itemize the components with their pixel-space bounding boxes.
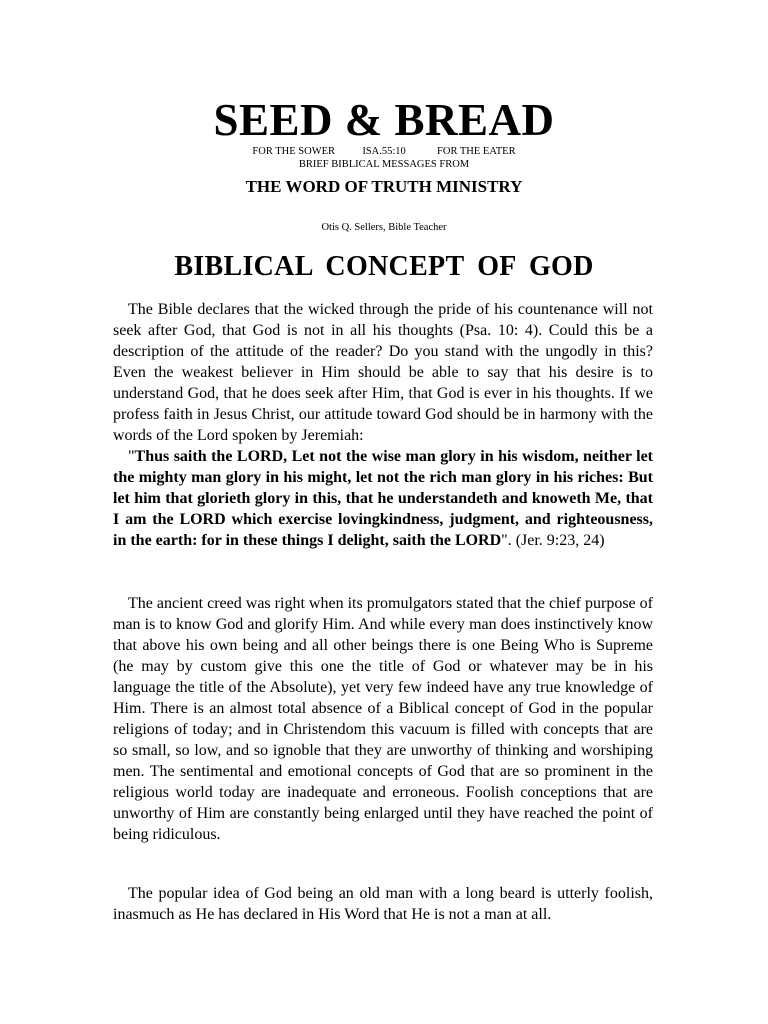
ministry-name: THE WORD OF TRUTH MINISTRY (245, 177, 523, 196)
quote-citation: ". (Jer. 9:23, 24) (501, 532, 605, 549)
paragraph-1-text: The Bible declares that the wicked through the pride of his countenance will not seek after God, that God is not in all his thoughts (Psa. 10: 4). Could this be a description of the attitude of the reader? Do you stand with the ungodly in this? Even the weakest believer in Him should be able to say that his desire is to understand God, that he does seek after Him, that God is ever in his thoughts. If we profess faith in Jesus Christ, our attitude toward God should be in harmony with the words of the Lord spoken by Jeremiah: (113, 301, 653, 444)
scripture-quote (113, 446, 653, 551)
brief-subtitle: BRIEF BIBLICAL MESSAGES FROM (298, 159, 470, 170)
paragraph-2-text: The ancient creed was right when its promulgators stated that the chief purpose of man is to know God and glorify Him. And while every man does instinctively know that above his own being and all other beings there is one Being Who is Supreme (he may by custom give this one the title of God or whatever may be in his language the title of the Absolute), yet very few indeed have any true knowledge of Him. There is an almost total absence of a Biblical concept of God in the popular religions of today; and in Christendom this vacuum is filled with concepts that are so small, so low, and so ignoble that they are unworthy of thinking and worshiping men. The sentimental and emotional concepts of God that are so prominent in the religious world today are inadequate and erroneous. Foolish conceptions that are unworthy of Him are constantly being enlarged until they have reached the point of being ridiculous. (113, 595, 653, 843)
masthead-title: SEED & BREAD (213, 95, 555, 145)
scripture-reference: ISA.55:10 (362, 146, 406, 157)
author-line: Otis Q. Sellers, Bible Teacher (321, 222, 447, 233)
paragraph-3-text: The popular idea of God being an old man with a long beard is utterly foolish, inasmuch as He has declared in His Word that He is not a man at all. (113, 885, 653, 923)
paragraph-3 (113, 883, 653, 925)
masthead-subline (0, 146, 768, 158)
quote-open: " (128, 448, 135, 465)
paragraph-2 (113, 593, 653, 845)
quote-text: Thus saith the LORD, Let not the wise man glory in his wisdom, neither let the mighty man glory in his might, let not the rich man glory in his riches: But let him that glorieth glory in this, that he understandeth and knoweth Me, that I am the LORD which exercise lovingkindness, judgment, and righteousness, in the earth: for in these things I delight, saith the LORD (113, 448, 653, 549)
sower-label: FOR THE SOWER (252, 146, 336, 157)
eater-label: FOR THE EATER (437, 146, 516, 157)
paragraph-1 (113, 299, 653, 551)
article-title: BIBLICAL CONCEPT OF GOD (174, 251, 594, 282)
